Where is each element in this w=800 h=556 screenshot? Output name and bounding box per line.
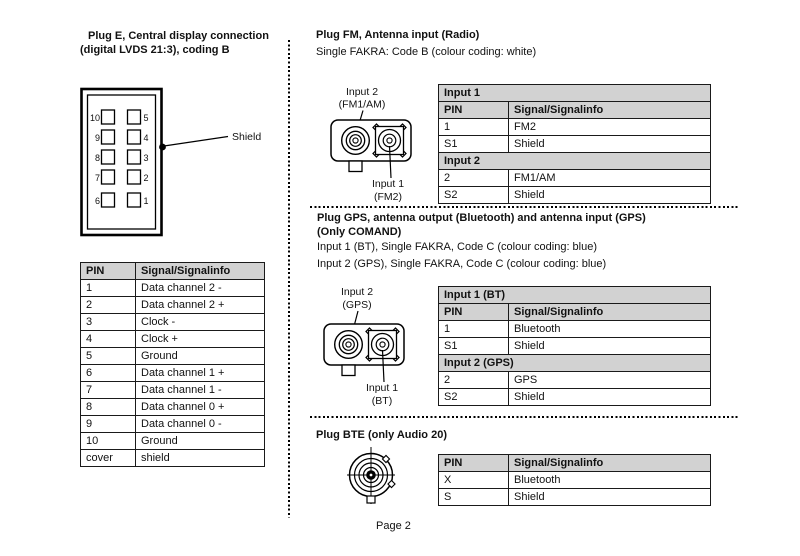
signal-cell: FM2 [509, 119, 711, 136]
pin-cell: 5 [81, 348, 136, 365]
svg-text:Input 1: Input 1 [365, 382, 399, 394]
table-row [439, 389, 711, 406]
pin-cell: 8 [81, 399, 136, 416]
table-band-row [439, 85, 711, 102]
plug-bte-bottom-tab [367, 496, 375, 503]
svg-text:(FM1/AM): (FM1/AM) [338, 98, 386, 111]
table-row [81, 450, 265, 467]
band-label: Input 2 [439, 153, 711, 170]
signal-cell: Ground [136, 433, 265, 450]
signal-cell: Clock + [136, 331, 265, 348]
plug-fm-connector-diagram [322, 86, 440, 202]
pin-cell: 2 [439, 372, 509, 389]
band-label: Input 1 [439, 85, 711, 102]
table-row [81, 280, 265, 297]
plug-e-shield-label: Shield [232, 131, 262, 143]
table-row [81, 433, 265, 450]
signal-cell: Data channel 1 - [136, 382, 265, 399]
signal-cell: Clock - [136, 314, 265, 331]
signal-cell: shield [136, 450, 265, 467]
plug-bte-connector-diagram [342, 444, 400, 510]
plug-gps-bottom-tab [342, 365, 355, 376]
pin-cell: 2 [81, 297, 136, 314]
page-footer: Page 2 [376, 520, 411, 532]
divider-vertical-dotted [288, 40, 290, 518]
plug-gps-input1-label [366, 382, 398, 407]
pin-cell: S1 [439, 136, 509, 153]
pin-header: PIN [439, 304, 509, 321]
signal-cell: Shield [509, 338, 711, 355]
pin-cell: 10 [81, 433, 136, 450]
table-row [81, 399, 265, 416]
pin-cell: S1 [439, 338, 509, 355]
plug-bte-center-dot [370, 474, 373, 477]
table-row [439, 119, 711, 136]
plug-gps-connector-diagram [315, 285, 433, 405]
svg-text:7: 7 [94, 173, 100, 183]
plug-bte-title: Plug BTE (only Audio 20) [316, 429, 447, 441]
signal-cell: Data channel 2 + [136, 297, 265, 314]
svg-text:1: 1 [143, 196, 149, 206]
table-row [439, 372, 711, 389]
divider-horizontal-dotted-gps-bte [310, 416, 738, 418]
table-header-row [81, 263, 265, 280]
table-header-row [439, 455, 711, 472]
pin-cell: 1 [439, 321, 509, 338]
signal-cell: Data channel 2 - [136, 280, 265, 297]
svg-text:5: 5 [143, 113, 149, 123]
signal-cell: Ground [136, 348, 265, 365]
plug-e-connector-diagram [80, 86, 270, 238]
plug-fm-title: Plug FM, Antenna input (Radio) [316, 29, 480, 41]
pin-cell: 6 [81, 365, 136, 382]
svg-text:3: 3 [143, 153, 149, 163]
band-label: Input 1 (BT) [439, 287, 711, 304]
plug-fm-pin-table [438, 84, 711, 204]
pin-cell: S2 [439, 187, 509, 204]
plug-gps-title-line2: (Only COMAND) [317, 225, 402, 238]
table-band-row [439, 355, 711, 372]
table-row [81, 382, 265, 399]
plug-gps-title-line1: Plug GPS, antenna output (Bluetooth) and antenna input (GPS) [317, 212, 646, 224]
signal-cell: Shield [509, 187, 711, 204]
table-row [439, 321, 711, 338]
plug-fm-input1-label [372, 178, 404, 203]
svg-text:(BT): (BT) [371, 395, 393, 407]
svg-text:(GPS): (GPS) [342, 299, 372, 311]
table-band-row [439, 153, 711, 170]
plug-fm-input2-label [339, 86, 386, 111]
plug-e-shield-callout [159, 131, 261, 150]
signal-header: Signal/Signalinfo [136, 263, 265, 280]
svg-text:9: 9 [94, 133, 100, 143]
table-row [81, 348, 265, 365]
svg-text:4: 4 [143, 133, 149, 143]
signal-header: Signal/Signalinfo [509, 304, 711, 321]
table-header-row [439, 304, 711, 321]
signal-header: Signal/Signalinfo [509, 102, 711, 119]
pin-cell: X [439, 472, 509, 489]
svg-text:2: 2 [143, 173, 149, 183]
pin-cell: S2 [439, 389, 509, 406]
plug-gps-title [317, 212, 737, 239]
signal-cell: Shield [509, 489, 711, 506]
plug-e-connector-body [82, 89, 162, 235]
plug-fm-bottom-tab [349, 161, 362, 172]
plug-e-pin-table [80, 262, 265, 467]
table-row [81, 365, 265, 382]
pin-cell: 2 [439, 170, 509, 187]
signal-header: Signal/Signalinfo [509, 455, 711, 472]
plug-e-title-line1: Plug E, Central display connection [88, 30, 269, 42]
pin-cell: S [439, 489, 509, 506]
table-row [439, 338, 711, 355]
pin-cell: 1 [439, 119, 509, 136]
table-row [439, 472, 711, 489]
plug-gps-subtitle1: Input 1 (BT), Single FAKRA, Code C (colour coding: blue) [317, 241, 598, 253]
svg-text:(FM2): (FM2) [374, 191, 402, 203]
plug-fm-subtitle: Single FAKRA: Code B (colour coding: white) [316, 46, 537, 58]
signal-cell: Bluetooth [509, 321, 711, 338]
signal-cell: Data channel 0 + [136, 399, 265, 416]
plug-bte-pin-table [438, 454, 711, 506]
signal-cell: Shield [509, 389, 711, 406]
table-row [439, 170, 711, 187]
pin-cell: cover [81, 450, 136, 467]
signal-cell: FM1/AM [509, 170, 711, 187]
table-row [81, 314, 265, 331]
pin-cell: 3 [81, 314, 136, 331]
svg-text:Input 2: Input 2 [345, 86, 379, 98]
signal-cell: Data channel 1 + [136, 365, 265, 382]
signal-cell: Data channel 0 - [136, 416, 265, 433]
pin-cell: 4 [81, 331, 136, 348]
pin-header: PIN [439, 102, 509, 119]
signal-cell: Shield [509, 136, 711, 153]
signal-cell: GPS [509, 372, 711, 389]
signal-cell: Bluetooth [509, 472, 711, 489]
table-header-row [439, 102, 711, 119]
svg-text:8: 8 [94, 153, 100, 163]
plug-e-title-line2: (digital LVDS 21:3), coding B [80, 43, 230, 56]
svg-text:Input 1: Input 1 [371, 178, 405, 190]
divider-horizontal-dotted-fm-gps [310, 206, 738, 208]
plug-gps-subtitle2: Input 2 (GPS), Single FAKRA, Code C (colour coding: blue) [317, 258, 607, 270]
plug-e-title [80, 30, 305, 57]
pin-header: PIN [81, 263, 136, 280]
table-band-row [439, 287, 711, 304]
pin-header: PIN [439, 455, 509, 472]
band-label: Input 2 (GPS) [439, 355, 711, 372]
plug-gps-pin-table [438, 286, 711, 406]
pin-cell: 1 [81, 280, 136, 297]
svg-text:Input 2: Input 2 [340, 286, 374, 298]
table-row [439, 187, 711, 204]
svg-text:10: 10 [89, 113, 100, 123]
svg-text:6: 6 [94, 196, 100, 206]
table-row [81, 297, 265, 314]
pin-cell: 9 [81, 416, 136, 433]
plug-gps-input2-label [341, 286, 373, 311]
table-row [81, 416, 265, 433]
pin-cell: 7 [81, 382, 136, 399]
table-row [439, 136, 711, 153]
table-row [439, 489, 711, 506]
table-row [81, 331, 265, 348]
